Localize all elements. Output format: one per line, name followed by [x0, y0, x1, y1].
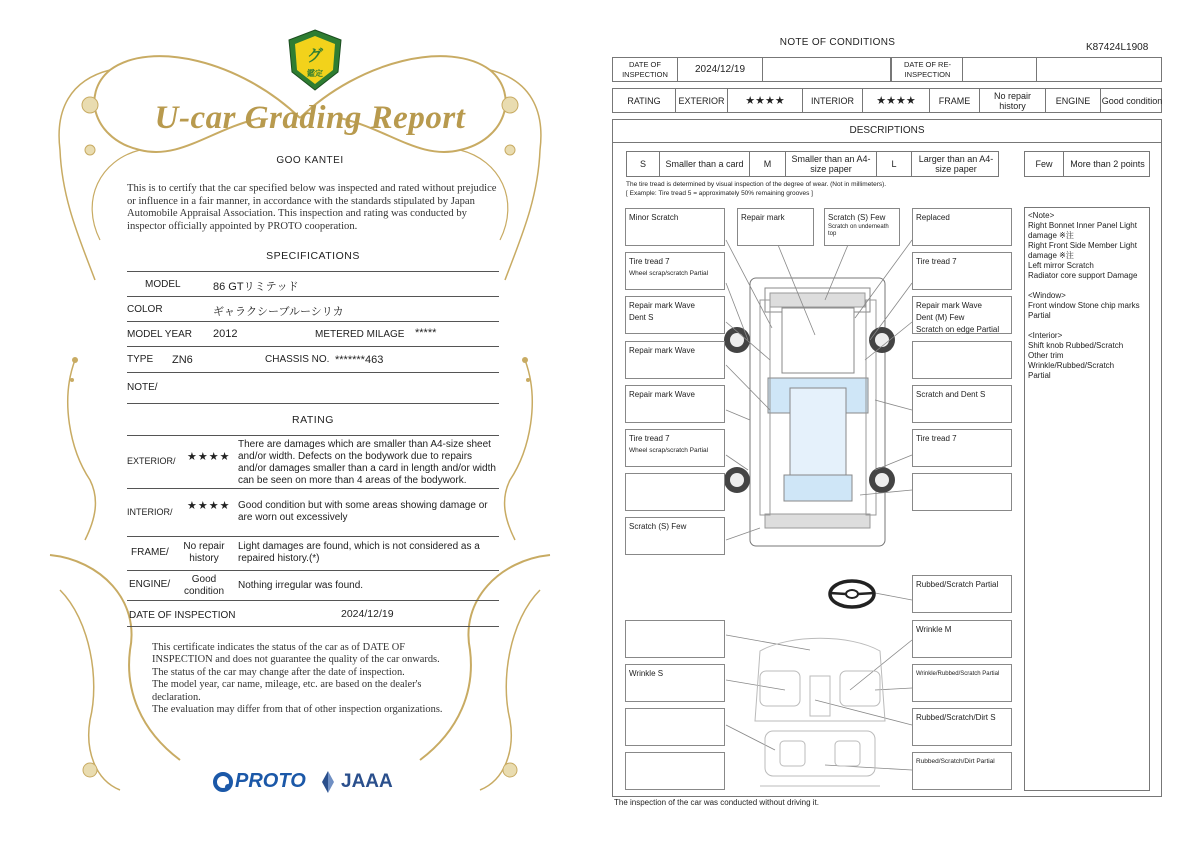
panel-text: Repair mark [741, 213, 785, 222]
note-line: Right Bonnet Inner Panel Light [1028, 221, 1137, 230]
frame-label: FRAME [930, 89, 980, 112]
legend-few-text: More than 2 points [1070, 159, 1145, 169]
model-value: 86 GTリミテッド [213, 281, 299, 293]
panel-left-quarter [625, 473, 725, 511]
tread-note: The tire tread is determined by visual inspection of the degree of wear. (Not in millimeters). [626, 181, 887, 188]
note-spacer [1028, 321, 1148, 331]
interior-panel-front-seat-right [912, 664, 1012, 702]
jaaa-logo-text: JAAA [341, 771, 393, 792]
type-value: ZN6 [172, 354, 193, 366]
legend-m-text: Smaller than an A4-size paper [786, 152, 877, 176]
panel-text: Minor Scratch [629, 213, 679, 222]
panel-front-left-tire [625, 252, 725, 290]
sheet-title: NOTE OF CONDITIONS [779, 37, 896, 48]
panel-subtext: Scratch on underneath [828, 224, 889, 230]
engine-description: Nothing irregular was found. [238, 580, 364, 591]
note-line: <Window> [1028, 291, 1066, 300]
note-line: Left mirror Scratch [1028, 261, 1094, 270]
disclaimer-line: The evaluation may differ from that of other inspection organizations. [152, 704, 443, 716]
rating-row-frame [127, 537, 499, 571]
report-subtitle: GOO KANTEI [276, 155, 344, 166]
note-line: damage ※注 [1028, 251, 1074, 260]
panel-text: Rubbed/Scratch/Dirt Partial [916, 758, 995, 765]
panel-left-fender [625, 296, 725, 334]
reinspection-label: DATE OF RE-INSPECTION [893, 58, 963, 81]
panel-text: Scratch on edge Partial [916, 325, 1000, 334]
panel-text: Scratch (S) Few [629, 522, 687, 531]
proto-logo [212, 770, 306, 793]
exterior-label: EXTERIOR/ [127, 456, 176, 466]
color-value: ギャラクシーブルーシリカ [213, 306, 344, 318]
note-line: Right Front Side Member Light [1028, 241, 1137, 250]
panel-subtext: Wheel scrap/scratch Partial [629, 270, 709, 277]
interior-panel-dash-right [912, 620, 1012, 658]
note-line: <Interior> [1028, 331, 1063, 340]
notes-list [1028, 211, 1148, 381]
legend-l-text: Larger than an A4-size paper [918, 154, 994, 174]
interior-panel-rear-right [912, 708, 1012, 746]
panel-text: Wrinkle S [629, 669, 664, 678]
engine-label: ENGINE [1046, 89, 1101, 112]
legend-s-text: Smaller than a card [660, 152, 750, 176]
svg-text:グ: グ [306, 46, 324, 65]
disclaimer-text [152, 642, 482, 716]
spec-row-type [127, 347, 499, 373]
note-line: <Note> [1028, 211, 1055, 220]
panel-text: Wrinkle M [916, 625, 952, 634]
disclaimer-line: The model year, car name, mileage, etc. are based on the dealer's [152, 679, 422, 691]
note-line: Shift knob Rubbed/Scratch [1028, 341, 1124, 350]
note-of-conditions-sheet [600, 0, 1200, 848]
note-line: damage ※注 [1028, 231, 1074, 240]
note-line: Partial [1028, 371, 1051, 380]
interior-panel-steering [912, 575, 1012, 613]
spec-row-note [127, 373, 499, 404]
date-of-inspection-label: DATE OF INSPECTION [613, 58, 678, 81]
tread-note: [ Example: Tire tread 5 = approximately 50% remaining grooves ] [626, 190, 813, 197]
panel-text: Rubbed/Scratch Partial [916, 580, 999, 589]
panel-text: Tire tread 7 [916, 257, 957, 266]
panel-text: Scratch (S) Few [828, 213, 886, 222]
color-label: COLOR [127, 304, 163, 315]
panel-front-bumper [824, 208, 900, 246]
interior-stars: ★★★★ [187, 500, 231, 512]
type-label: TYPE [127, 354, 154, 365]
exterior-stars: ★★★★ [187, 451, 231, 463]
panel-rear-left-tire [625, 429, 725, 467]
panel-text: Tire tread 7 [629, 434, 670, 443]
panel-left-rear-door [625, 385, 725, 423]
interior-panel-dash-left [625, 620, 725, 658]
frame-value: No repair history [980, 89, 1046, 112]
frame-value: No repair history [183, 541, 225, 564]
engine-label: ENGINE/ [129, 579, 171, 590]
svg-text:鑑定: 鑑定 [307, 69, 323, 78]
exterior-stars: ★★★★ [728, 89, 803, 112]
panel-text: Dent (M) Few [916, 313, 965, 322]
mileage-value: ***** [415, 327, 437, 339]
engine-value: Good condition [1101, 95, 1163, 106]
specifications-heading: SPECIFICATIONS [266, 250, 360, 262]
interior-stars: ★★★★ [863, 89, 930, 112]
note-line: Other trim [1028, 351, 1064, 360]
panel-text: Repair mark Wave [916, 301, 982, 310]
panel-text: Tire tread 7 [629, 257, 670, 266]
note-line: Radiator core support Damage [1028, 271, 1138, 280]
rating-row-exterior [127, 435, 499, 489]
car-interior-diagram [740, 636, 900, 796]
jaaa-mark-icon [318, 770, 338, 794]
spec-row-year [127, 322, 499, 347]
panel-text: Replaced [916, 213, 950, 222]
disclaimer-line: declaration. [152, 691, 201, 703]
legend-few: Few [1025, 152, 1064, 176]
panel-front-left-corner [625, 208, 725, 246]
goo-kantei-badge-icon [286, 28, 344, 92]
legend-s: S [627, 152, 660, 176]
interior-label: INTERIOR [803, 89, 863, 112]
panel-right-front-door [912, 341, 1012, 379]
inspection-date-label: DATE OF INSPECTION [129, 610, 236, 621]
frame-description: Light damages are found, which is not considered as a repaired history.(*) [238, 541, 480, 564]
panel-text: Scratch and Dent S [916, 390, 986, 399]
panel-subtext: Wheel scrap/scratch Partial [629, 447, 709, 454]
panel-bonnet [737, 208, 814, 246]
panel-text: Repair mark Wave [629, 346, 695, 355]
legend-l: L [877, 152, 912, 176]
spec-row-color [127, 297, 499, 322]
interior-panel-front-seat-left [625, 664, 725, 702]
descriptions-heading: DESCRIPTIONS [612, 119, 1162, 143]
exterior-label: EXTERIOR [676, 89, 728, 112]
panel-right-fender [912, 296, 1012, 334]
rating-row-engine [127, 571, 499, 601]
steering-wheel-icon [827, 578, 877, 610]
model-year-value: 2012 [213, 328, 238, 340]
note-label: NOTE/ [127, 382, 158, 393]
panel-subtext: top [828, 231, 837, 237]
engine-value: Good condition [183, 574, 225, 597]
interior-panel-rear-left [625, 708, 725, 746]
rating-label: RATING [613, 89, 676, 112]
panel-text: Repair mark Wave [629, 301, 695, 310]
report-id: K87424L1908 [1086, 42, 1149, 53]
note-line: Wrinkle/Rubbed/Scratch [1028, 361, 1115, 370]
interior-description: Good condition but with some areas showing damage or are worn out excessively [238, 500, 488, 523]
panel-text: Dent S [629, 313, 654, 322]
sheet-footer: The inspection of the car was conducted without driving it. [614, 798, 819, 807]
disclaimer-line: INSPECTION and does not guarantee the quality of the car onwards. [152, 654, 440, 666]
panel-text: Wrinkle/Rubbed/Scratch Partial [916, 671, 1000, 677]
jaaa-logo [318, 770, 393, 794]
spec-row-model [127, 271, 499, 297]
note-line: Front window Stone chip marks [1028, 301, 1140, 310]
model-label: MODEL [145, 279, 181, 290]
panel-text: Tire tread 7 [916, 434, 957, 443]
panel-left-front-door [625, 341, 725, 379]
legend-m: M [750, 152, 786, 176]
note-spacer [1028, 281, 1148, 291]
interior-label: INTERIOR/ [127, 507, 173, 517]
proto-mark-icon [212, 771, 234, 793]
chassis-label: CHASSIS NO. [265, 354, 330, 365]
panel-right-quarter [912, 473, 1012, 511]
interior-panel-trunk-left [625, 752, 725, 790]
chassis-value: *******463 [335, 354, 384, 366]
panel-right-rear-door [912, 385, 1012, 423]
certification-statement: This is to certify that the car specified below was inspected and rated without prejudice or influence in a fair manner, in accordance with the standards stipulated by Japan Automobile Appraisal Association. This inspection and rating was conducted by inspector officially appointed by PROTO cooperation. [127, 183, 497, 232]
note-line: Partial [1028, 311, 1051, 320]
proto-logo-text: PROTO [235, 770, 306, 792]
panel-front-right-tire [912, 252, 1012, 290]
rating-row-interior [127, 489, 499, 537]
panel-rear-bumper [625, 517, 725, 555]
report-title: U-car Grading Report [154, 100, 466, 136]
model-year-label: MODEL YEAR [127, 329, 193, 340]
interior-panel-trunk-right [912, 752, 1012, 790]
rating-heading: RATING [292, 414, 334, 426]
inspection-date-row [127, 601, 499, 627]
date-of-inspection-value: 2024/12/19 [678, 58, 763, 81]
exterior-description: There are damages which are smaller than A4-size sheet and/or width. Defects on the bodywork due to repairs and/or damages smaller than a card in length and/or width can be seen on more than 4 areas of the bodywork. [238, 439, 496, 486]
panel-rear-right-tire [912, 429, 1012, 467]
panel-front-right-corner [912, 208, 1012, 246]
frame-label: FRAME/ [131, 547, 169, 558]
mileage-label: METERED MILAGE [315, 329, 405, 340]
disclaimer-line: The status of the car may change after the date of inspection. [152, 666, 405, 678]
disclaimer-line: This certificate indicates the status of the car as of DATE OF [152, 642, 406, 653]
inspection-date-value: 2024/12/19 [341, 608, 394, 620]
panel-text: Rubbed/Scratch/Dirt S [916, 713, 996, 722]
panel-text: Repair mark Wave [629, 390, 695, 399]
